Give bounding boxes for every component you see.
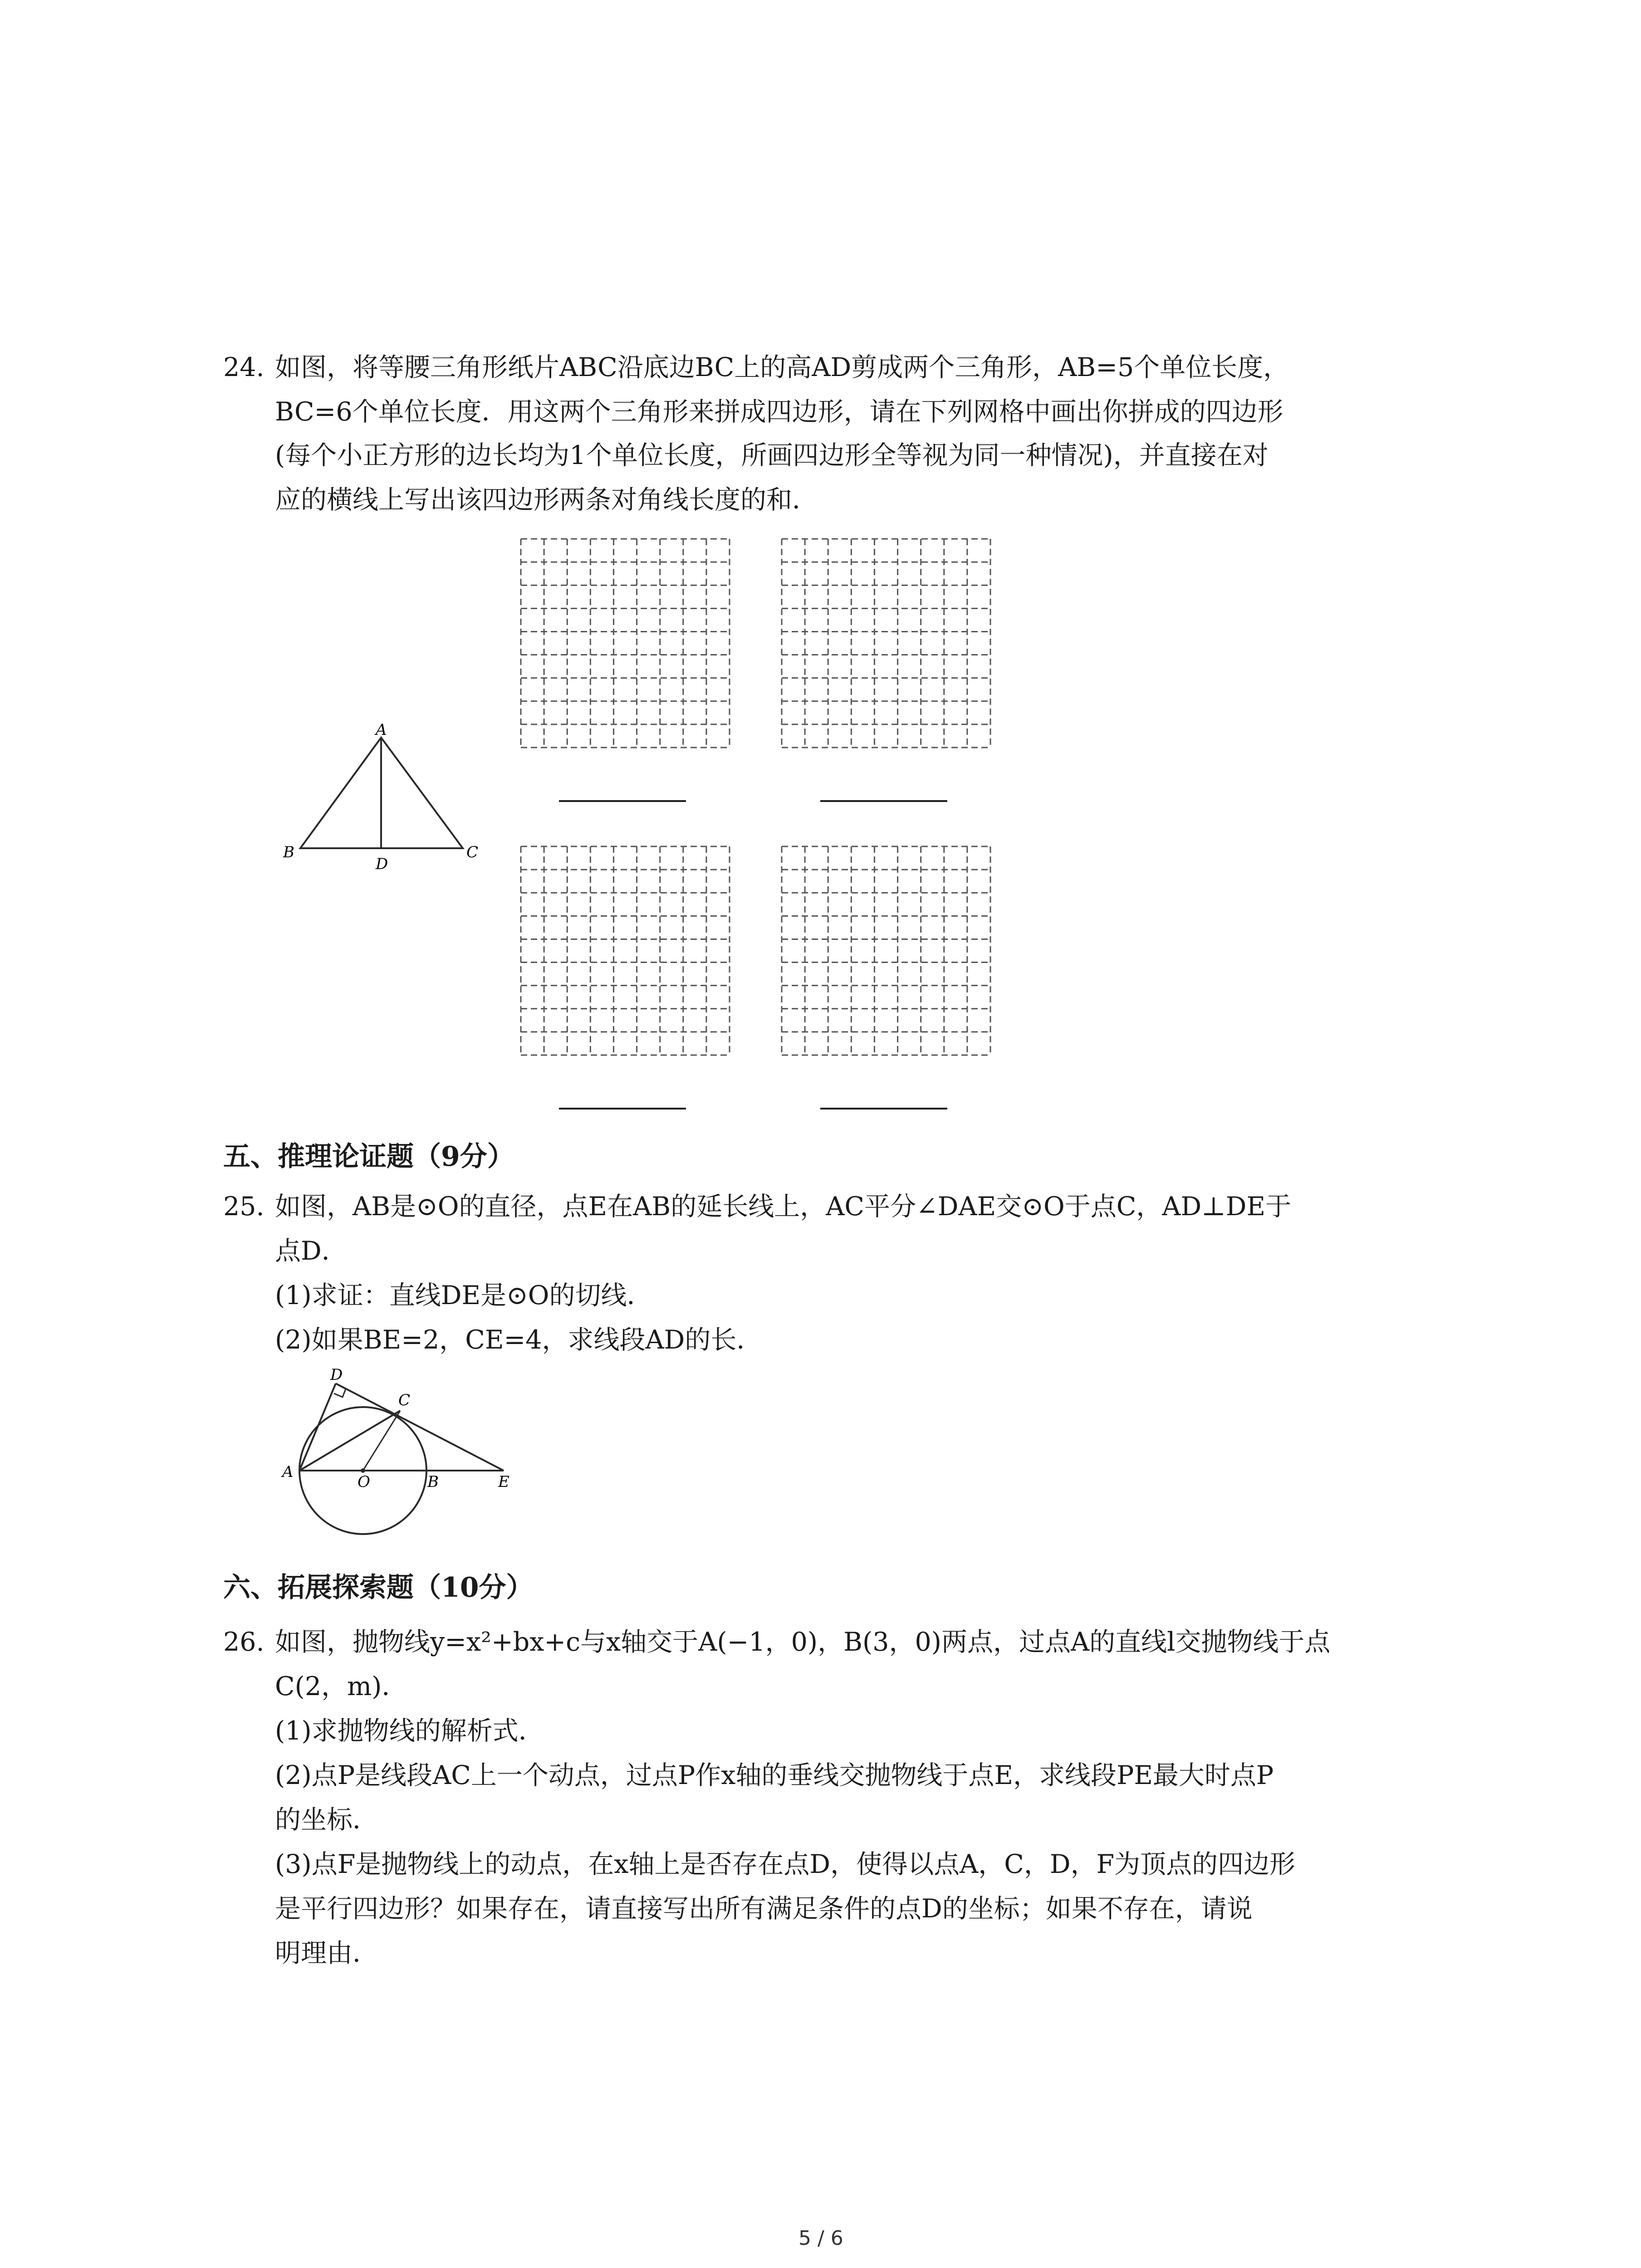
q24-text-line3: (每个小正方形的边长均为1个单位长度，所画四边形全等视为同一种情况)，并直接在对 (275, 440, 1269, 470)
q24-answer-line-3[interactable] (559, 1108, 686, 1110)
triangle-label-a: A (376, 721, 387, 739)
q24-grid-1[interactable] (517, 535, 735, 753)
q24-text-line2: BC=6个单位长度．用这两个三角形来拼成四边形，请在下列网格中画出你拼成的四边形 (275, 397, 1283, 427)
q24-number: 24. (223, 352, 265, 382)
q25-circle-figure (277, 1365, 522, 1556)
circle-label-e: E (498, 1473, 509, 1491)
q24-grid-2[interactable] (778, 535, 996, 753)
q25-text-line2: 点D． (275, 1236, 348, 1266)
q26-part3-line3: 明理由． (275, 1938, 378, 1968)
q26-part3-line1: (3)点F是抛物线上的动点，在x轴上是否存在点D，使得以点A，C，D，F为顶点的四边形 (275, 1849, 1296, 1879)
q26-part3-line2: 是平行四边形？如果存在，请直接写出所有满足条件的点D的坐标；如果不存在，请说 (275, 1894, 1253, 1924)
circle-label-c: C (398, 1391, 411, 1409)
q24-answer-line-1[interactable] (559, 800, 686, 802)
section-5-title: 五、推理论证题（9分） (223, 1141, 514, 1173)
q26-part1: (1)求抛物线的解析式． (275, 1716, 544, 1746)
circle-label-a: A (282, 1463, 294, 1481)
q26-part2-line2: 的坐标． (275, 1805, 378, 1835)
triangle-label-b: B (283, 843, 294, 861)
q24-triangle-figure (281, 721, 481, 871)
q25-part1: (1)求证：直线DE是⊙O的切线． (275, 1281, 653, 1310)
q24-text-line1: 如图，将等腰三角形纸片ABC沿底边BC上的高AD剪成两个三角形，AB=5个单位长度， (275, 352, 1289, 382)
q26-text-line2: C(2，m)． (275, 1672, 408, 1701)
triangle-label-d: D (376, 855, 388, 871)
circle-label-b: B (427, 1473, 439, 1491)
q24-text-line4: 应的横线上写出该四边形两条对角线长度的和． (275, 485, 818, 515)
q25-text-line1: 如图，AB是⊙O的直径，点E在AB的延长线上，AC平分∠DAE交⊙O于点C，AD⊥DE于 (275, 1192, 1292, 1222)
q25-number: 25. (223, 1192, 265, 1222)
q26-text-line1: 如图，抛物线y=x²+bx+c与x轴交于A(−1，0)，B(3，0)两点，过点A的直线l交抛物线于点 (275, 1627, 1331, 1657)
q24-answer-line-4[interactable] (820, 1108, 947, 1110)
circle-label-o: O (358, 1473, 370, 1491)
q26-part2-line1: (2)点P是线段AC上一个动点，过点P作x轴的垂线交抛物线于点E，求线段PE最大时点P (275, 1760, 1274, 1790)
q25-part2: (2)如果BE=2，CE=4，求线段AD的长． (275, 1325, 763, 1355)
q24-grid-3[interactable] (517, 843, 735, 1061)
circle-label-d: D (330, 1366, 343, 1384)
section-6-title: 六、拓展探索题（10分） (223, 1572, 534, 1603)
q24-answer-line-2[interactable] (820, 800, 947, 802)
triangle-label-c: C (466, 843, 479, 861)
q26-number: 26. (223, 1627, 265, 1657)
page-number: 5 / 6 (798, 2227, 843, 2250)
q24-grid-4[interactable] (778, 843, 996, 1061)
